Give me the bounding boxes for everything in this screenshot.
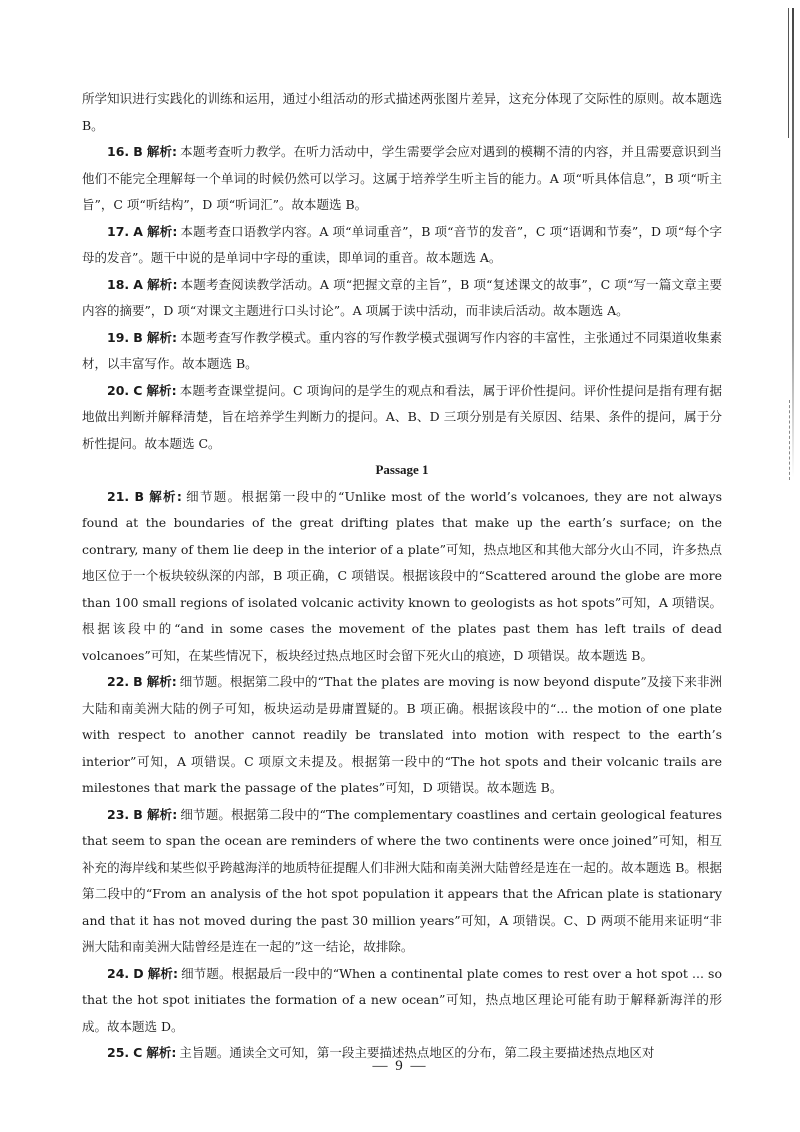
answer-item-24: 24. D 解析: 细节题。根据最后一段中的“When a continental plate comes to rest over a hot spot ... so that the hot spot initiates the formation of a new ocean”可知，热点地区理论可能有助于解释新海洋的形成。故本题选 D。 <box>82 965 722 1034</box>
answer-item-22: 22. B 解析: 细节题。根据第二段中的“That the plates are moving is now beyond dispute”及接下来非洲大陆和南美洲大陆的例子可知，板块运动是毋庸置疑的。B 项正确。根据该段中的“... the motion of one plate with respect to another cannot readily be translated into motion with respect to the earth’s interior”可知，A 项错误。C 项原文未提及。根据第一段中的“The hot spots and their volcanic trails are milestones that mark the passage of the plates”可知，D 项错误。故本题选 B。 <box>82 674 722 795</box>
scan-edge-line-inner <box>788 8 789 138</box>
scan-edge-ticks <box>785 400 790 480</box>
page-body <box>82 86 722 1067</box>
answer-item-17: 17. A 解析: 本题考查口语教学内容。A 项“单词重音”，B 项“音节的发音”，C 项“语调和节奏”，D 项“每个字母的发音”。题干中说的是单词中字母的重读，即单词的重音。故本题选 A。 <box>82 223 722 265</box>
answer-item-18: 18. A 解析: 本题考查阅读教学活动。A 项“把握文章的主旨”，B 项“复述课文的故事”，C 项“写一篇文章主要内容的摘要”，D 项“对课文主题进行口头讨论”。A 项属于读中活动，而非读后活动。故本题选 A。 <box>82 276 722 318</box>
items-after-list <box>82 484 722 1067</box>
items-before-list <box>82 139 722 457</box>
answer-item-16: 16. B 解析: 本题考查听力教学。在听力活动中，学生需要学会应对遇到的模糊不清的内容，并且需要意识到当他们不能完全理解每一个单词的时候仍然可以学习。这属于培养学生听主旨的能力。A 项“听具体信息”，B 项“听主旨”，C 项“听结构”，D 项“听词汇”。故本题选 B。 <box>82 144 722 212</box>
answer-item-23: 23. B 解析: 细节题。根据第二段中的“The complementary coastlines and certain geological features that seem to span the ocean are reminders of where the two continents were once joined”可知，相互补充的海岸线和某些似乎跨越海洋的地质特征提醒人们非洲大陆和南美洲大陆曾经是连在一起的。故本题选 B。根据第二段中的“From an analysis of the hot spot population it appears that the African plate is stationary and that it has not moved during the past 30 million years”可知，A 项错误。C、D 两项不能用来证明“非洲大陆和南美洲大陆曾经是连在一起的”这一结论，故排除。 <box>82 806 722 954</box>
answer-item-25: 25. C 解析: 主旨题。通读全文可知，第一段主要描述热点地区的分布，第二段主要描述热点地区对 <box>107 1045 655 1060</box>
passage-title: Passage 1 <box>375 462 429 477</box>
answer-item-20: 20. C 解析: 本题考查课堂提问。C 项询问的是学生的观点和看法，属于评价性提问。评价性提问是指有理有据地做出判断并解释清楚，旨在培养学生判断力的提问。A、B、D 三项分别是有关原因、结果、条件的提问，属于分析性提问。故本题选 C。 <box>82 382 722 451</box>
answer-item-21: 21. B 解析: 细节题。根据第一段中的“Unlike most of the world’s volcanoes, they are not always found at the boundaries of the great drifting plates that make up the earth’s surface; on the contrary, many of them lie deep in the interior of a plate”可知，热点地区和其他大部分火山不同，许多热点地区位于一个板块较纵深的内部，B 项正确，C 项错误。根据该段中的“Scattered around the globe are more than 100 small regions of isolated volcanic activity known to geologists as hot spots”可知，A 项错误。根据该段中的“and in some cases the movement of the plates past them has left trails of dead volcanoes”可知，在某些情况下，板块经过热点地区时会留下死火山的痕迹，D 项错误。故本题选 B。 <box>82 488 722 663</box>
page-number: — 9 — <box>372 1058 428 1074</box>
intro-paragraph: 所学知识进行实践化的训练和运用，通过小组活动的形式描述两张图片差异，这充分体现了交际性的原则。故本题选 B。 <box>82 91 722 133</box>
scan-edge-line <box>792 8 794 478</box>
answer-item-19: 19. B 解析: 本题考查写作教学模式。重内容的写作教学模式强调写作内容的丰富性，主张通过不同渠道收集素材，以丰富写作。故本题选 B。 <box>82 329 722 371</box>
